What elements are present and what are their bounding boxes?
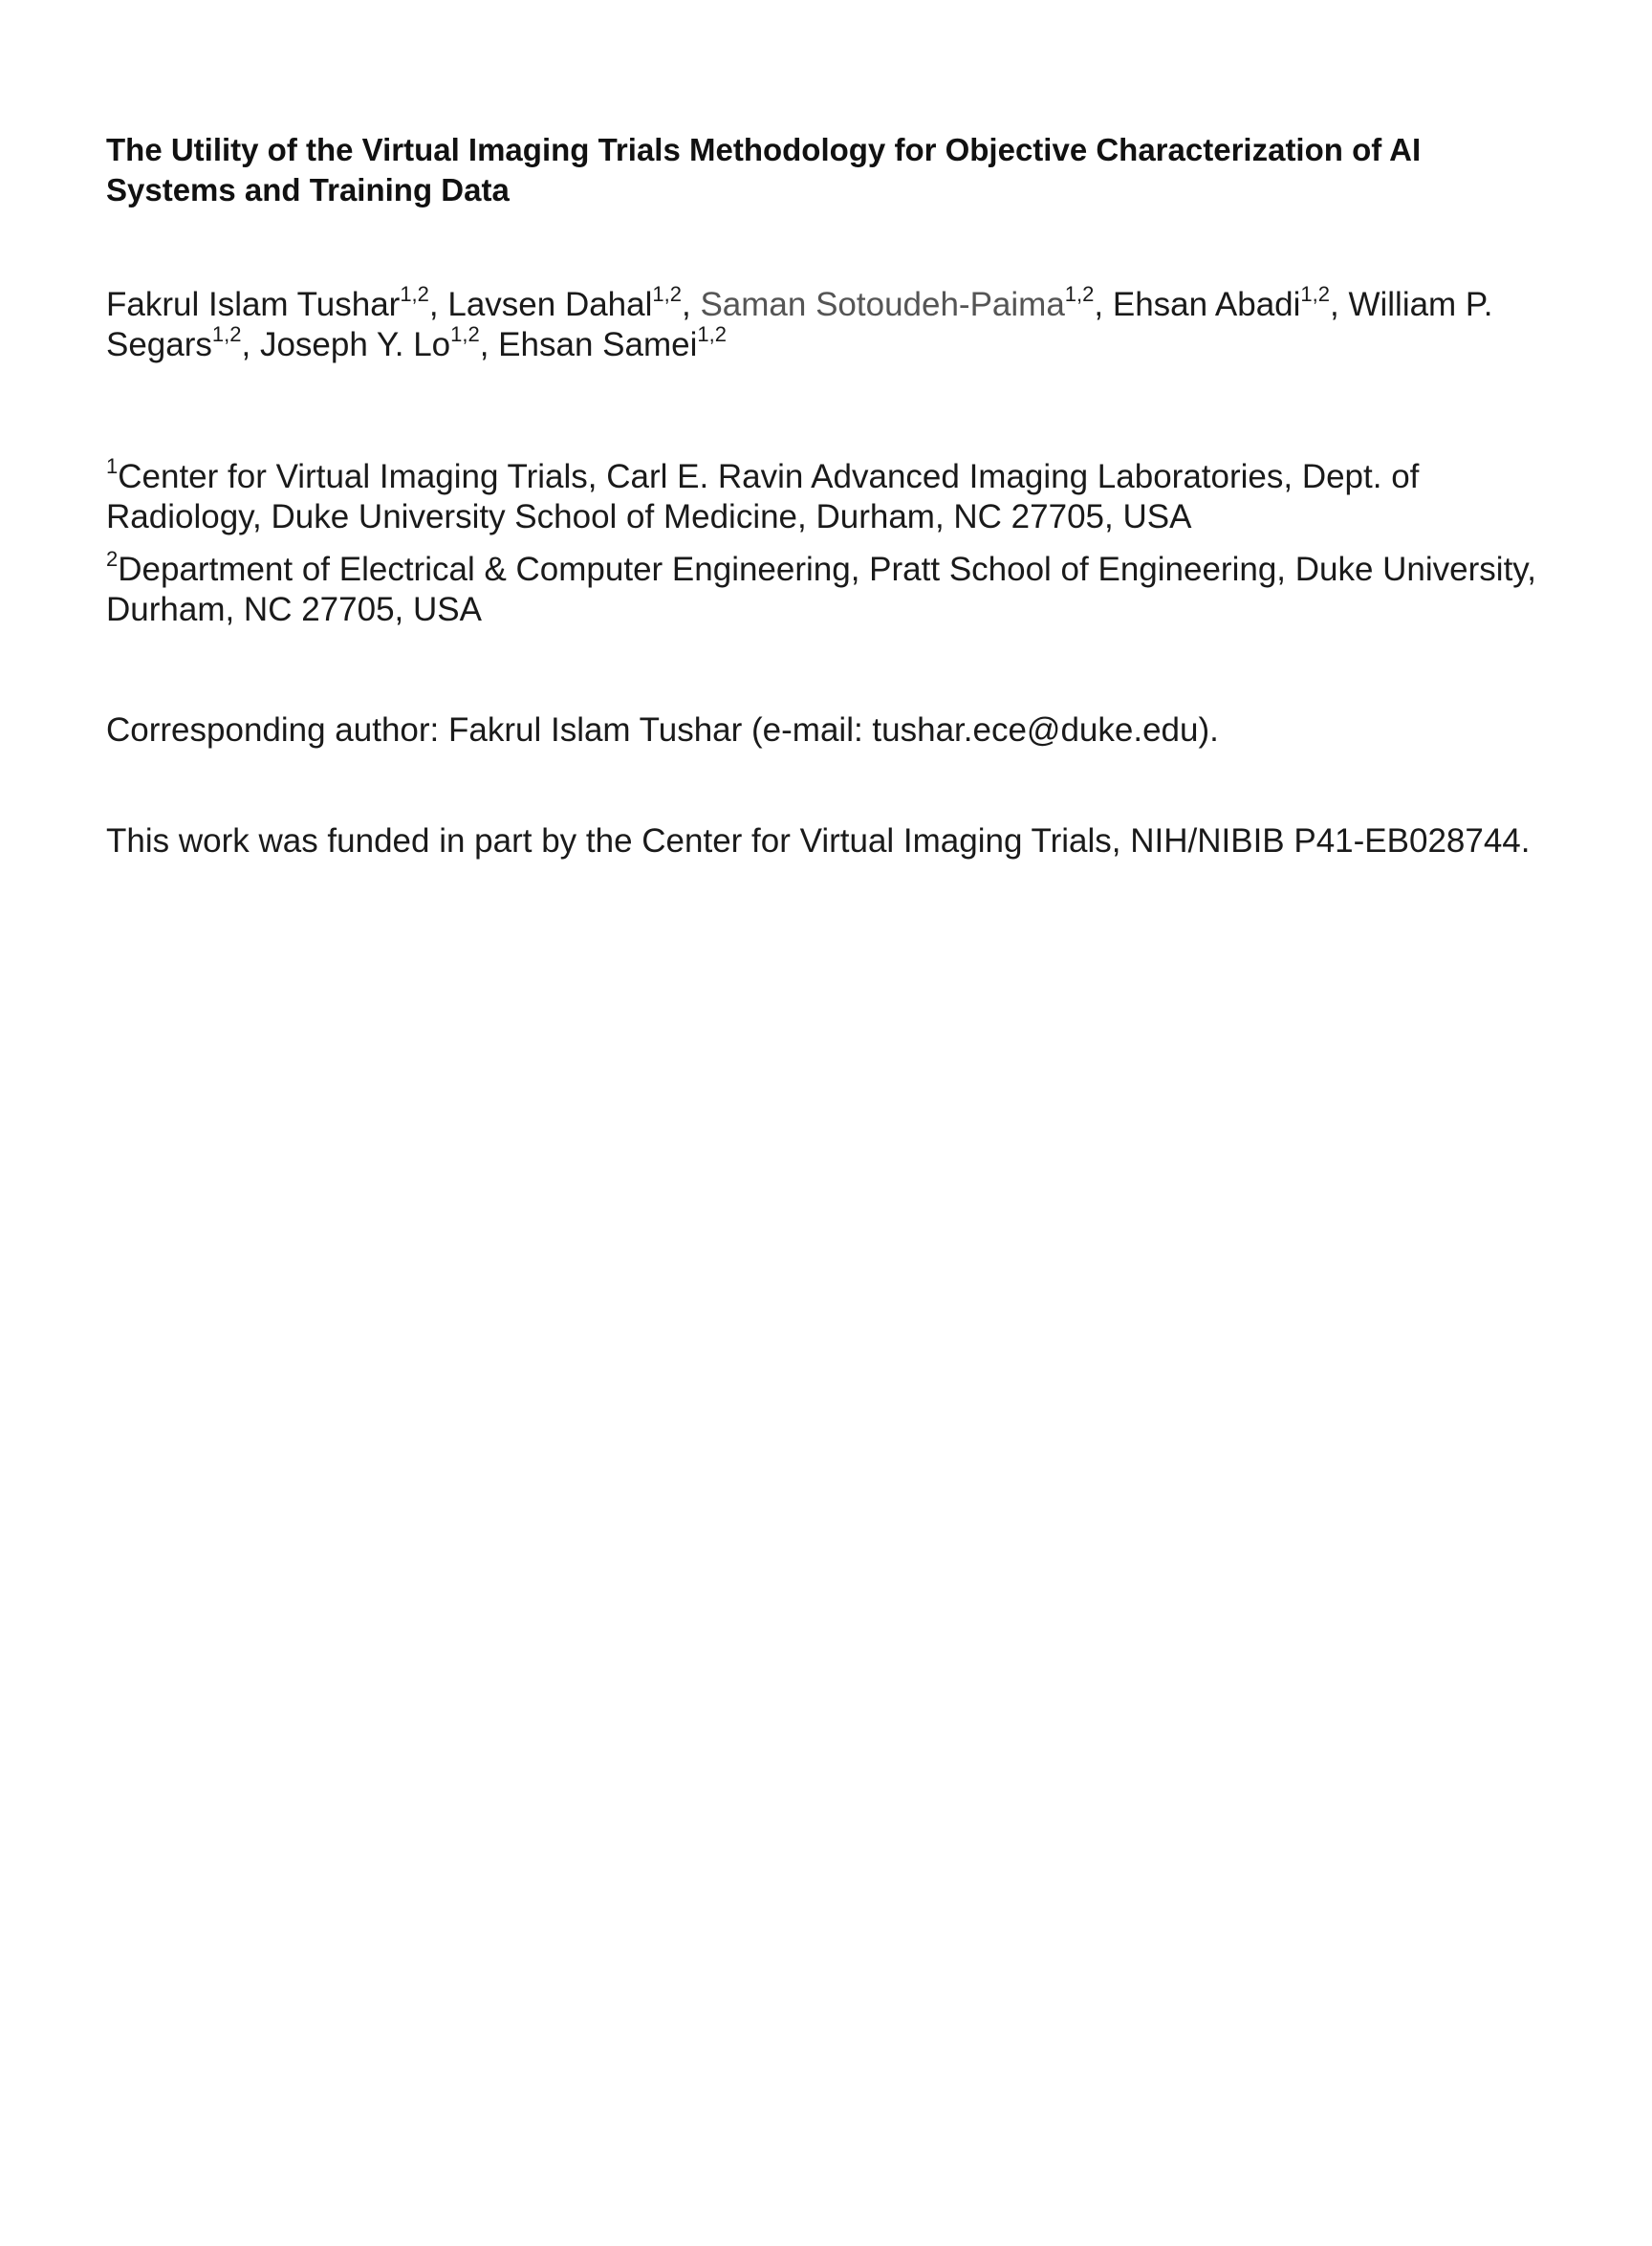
author-entry (447, 282, 701, 323)
author-name: Ehsan Samei (498, 326, 698, 363)
author-separator: , (428, 286, 448, 323)
affiliation-text: Center for Virtual Imaging Trials, Carl E. Ravin Advanced Imaging Laboratories, Dept. of Radiology, Duke University School of Medicine, Durham, NC 27705, USA (106, 458, 1420, 535)
author-separator: , (1330, 286, 1349, 323)
paper-title: The Utility of the Virtual Imaging Trials Methodology for Objective Characterization of AI Systems and Training Data (106, 132, 1422, 207)
author-entry (106, 282, 448, 323)
affiliation (106, 547, 1559, 630)
affiliation (106, 454, 1559, 537)
author-name: Joseph Y. Lo (259, 326, 451, 363)
author-name: Ehsan Abadi (1112, 286, 1301, 323)
author-affiliation-marker: 1,2 (211, 322, 242, 347)
author-entry (700, 282, 1113, 323)
author-entry (1112, 282, 1349, 323)
author-name: Saman Sotoudeh-Paima (700, 286, 1065, 323)
author-list (106, 282, 1559, 365)
author-affiliation-marker: 1,2 (1300, 282, 1330, 307)
author-affiliation-marker: 1,2 (400, 282, 429, 307)
author-affiliation-marker: 1,2 (450, 322, 480, 347)
affiliation-text: Department of Electrical & Computer Engineering, Pratt School of Engineering, Duke University, Durham, NC 27705, USA (106, 551, 1536, 628)
affiliation-marker: 2 (106, 547, 119, 572)
author-separator: , (682, 286, 701, 323)
author-name: Fakrul Islam Tushar (106, 286, 401, 323)
author-affiliation-marker: 1,2 (1064, 282, 1095, 307)
affiliation-marker: 1 (106, 454, 119, 479)
author-entry (498, 322, 727, 363)
author-affiliation-marker: 1,2 (652, 282, 682, 307)
corresponding-author: Corresponding author: Fakrul Islam Tushar (e-mail: tushar.ece@duke.edu). (106, 711, 1219, 749)
affiliation-list (106, 454, 1559, 630)
funding-statement: This work was funded in part by the Center for Virtual Imaging Trials, NIH/NIBIB P41-EB028744. (106, 822, 1531, 860)
author-name: Lavsen Dahal (447, 286, 653, 323)
author-affiliation-marker: 1,2 (697, 322, 727, 347)
author-separator: , (1094, 286, 1113, 323)
author-entry (259, 322, 499, 363)
author-separator: , (241, 326, 260, 363)
author-name: William P. Segars (106, 286, 1493, 363)
title-page-content (106, 130, 1559, 861)
author-separator: , (479, 326, 499, 363)
